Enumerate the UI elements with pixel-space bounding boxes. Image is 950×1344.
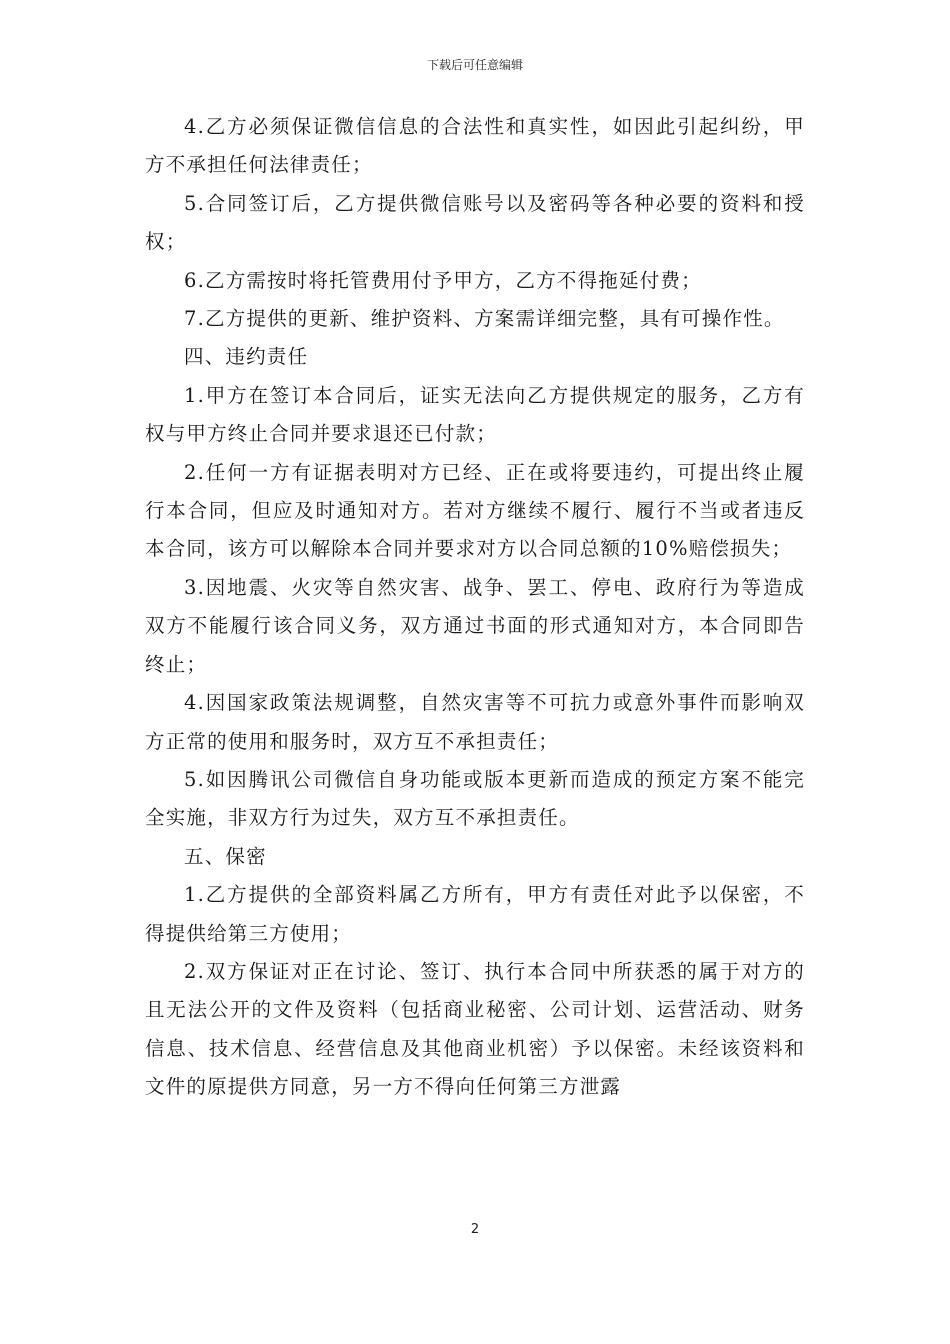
section-heading: 五、保密 — [184, 844, 267, 868]
clause-paragraph: 5.合同签订后，乙方提供微信账号以及密码等各种必要的资料和授权； — [145, 191, 805, 254]
clause-paragraph: 6.乙方需按时将托管费用付予甲方，乙方不得拖延付费； — [184, 268, 702, 292]
clause-paragraph: 7.乙方提供的更新、维护资料、方案需详细完整，具有可操作性。 — [184, 307, 785, 331]
clause-paragraph: 4.因国家政策法规调整，自然灾害等不可抗力或意外事件而影响双方正常的使用和服务时，双方互不承担责任； — [145, 691, 805, 753]
page-number: 2 — [470, 1222, 480, 1237]
document-body — [145, 108, 805, 1107]
section-heading: 四、违约责任 — [184, 345, 309, 369]
clause-paragraph: 5.如因腾讯公司微信自身功能或版本更新而造成的预定方案不能完全实施，非双方行为过失，双方互不承担责任。 — [145, 767, 805, 830]
page-header: 下载后可任意编辑 — [426, 58, 523, 72]
clause-paragraph: 1.乙方提供的全部资料属乙方所有，甲方有责任对此予以保密，不得提供给第三方使用； — [145, 883, 805, 945]
clause-paragraph: 2.任何一方有证据表明对方已经、正在或将要违约，可提出终止履行本合同，但应及时通知对方。若对方继续不履行、履行不当或者违反本合同，该方可以解除本合同并要求对方以合同总额的10%赔偿损失； — [145, 460, 805, 561]
clause-paragraph: 2.双方保证对正在讨论、签订、执行本合同中所获悉的属于对方的且无法公开的文件及资料（包括商业秘密、公司计划、运营活动、财务信息、技术信息、经营信息及其他商业机密）予以保密。未经该资料和文件的原提供方同意，另一方不得向任何第三方泄露 — [145, 959, 805, 1099]
clause-paragraph: 1.甲方在签订本合同后，证实无法向乙方提供规定的服务，乙方有权与甲方终止合同并要求退还已付款； — [145, 383, 805, 446]
clause-paragraph: 3.因地震、火灾等自然灾害、战争、罢工、停电、政府行为等造成双方不能履行该合同义务，双方通过书面的形式通知对方，本合同即告终止； — [145, 575, 805, 676]
clause-paragraph: 4.乙方必须保证微信信息的合法性和真实性，如因此引起纠纷，甲方不承担任何法律责任； — [145, 115, 805, 177]
